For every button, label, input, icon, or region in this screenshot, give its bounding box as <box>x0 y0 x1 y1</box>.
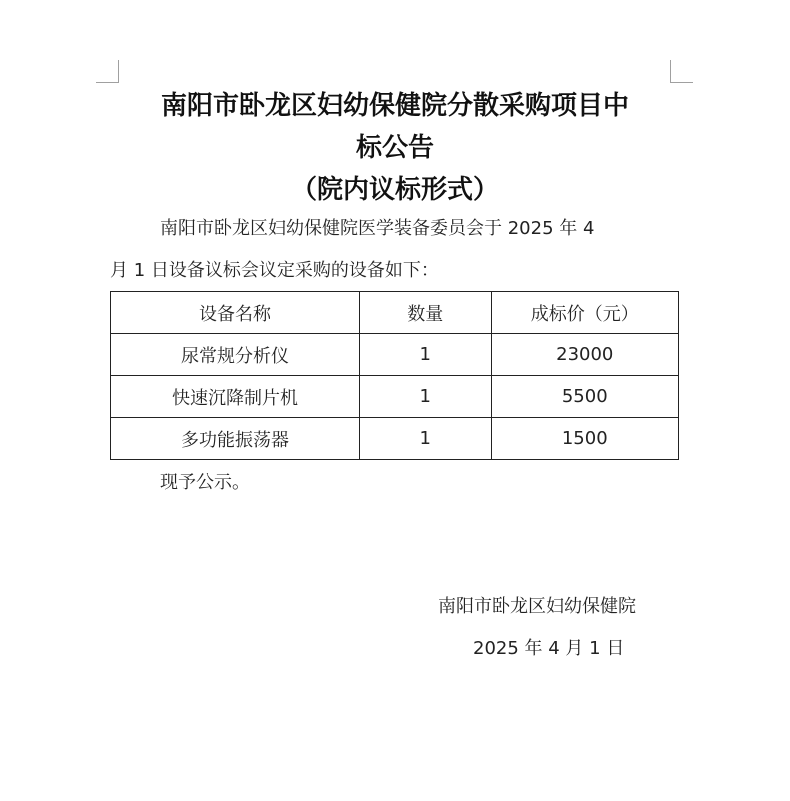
page-corner-mark-top-right <box>670 60 693 83</box>
table-row <box>111 376 679 418</box>
price-cell: 1500 <box>491 418 678 460</box>
table-row <box>111 334 679 376</box>
price-cell: 5500 <box>491 376 678 418</box>
intro-paragraph-line-2: 月 1 日设备议标会议定采购的设备如下： <box>110 260 439 281</box>
notice-text: 现予公示。 <box>160 472 250 493</box>
equipment-name-cell: 尿常规分析仪 <box>111 334 360 376</box>
column-header-equipment-name: 设备名称 <box>111 292 360 334</box>
quantity-cell: 1 <box>360 418 492 460</box>
quantity-cell: 1 <box>360 334 492 376</box>
equipment-name-cell: 快速沉降制片机 <box>111 376 360 418</box>
equipment-name-cell: 多功能振荡器 <box>111 418 360 460</box>
intro-paragraph-line-1: 南阳市卧龙区妇幼保健院医学装备委员会于 2025 年 4 <box>160 218 595 239</box>
document-title-line-2: 标公告 <box>355 133 434 163</box>
document-title-line-1: 南阳市卧龙区妇幼保健院分散采购项目中 <box>160 91 629 121</box>
price-cell: 23000 <box>491 334 678 376</box>
document-subtitle: （院内议标形式） <box>290 175 499 205</box>
signature-organization: 南阳市卧龙区妇幼保健院 <box>438 596 636 617</box>
page-corner-mark-top-left <box>96 60 119 83</box>
equipment-table <box>110 291 679 460</box>
table-row <box>111 418 679 460</box>
column-header-price: 成标价（元） <box>491 292 678 334</box>
table-header-row <box>111 292 679 334</box>
column-header-quantity: 数量 <box>360 292 492 334</box>
quantity-cell: 1 <box>360 376 492 418</box>
signature-date: 2025 年 4 月 1 日 <box>473 638 625 659</box>
